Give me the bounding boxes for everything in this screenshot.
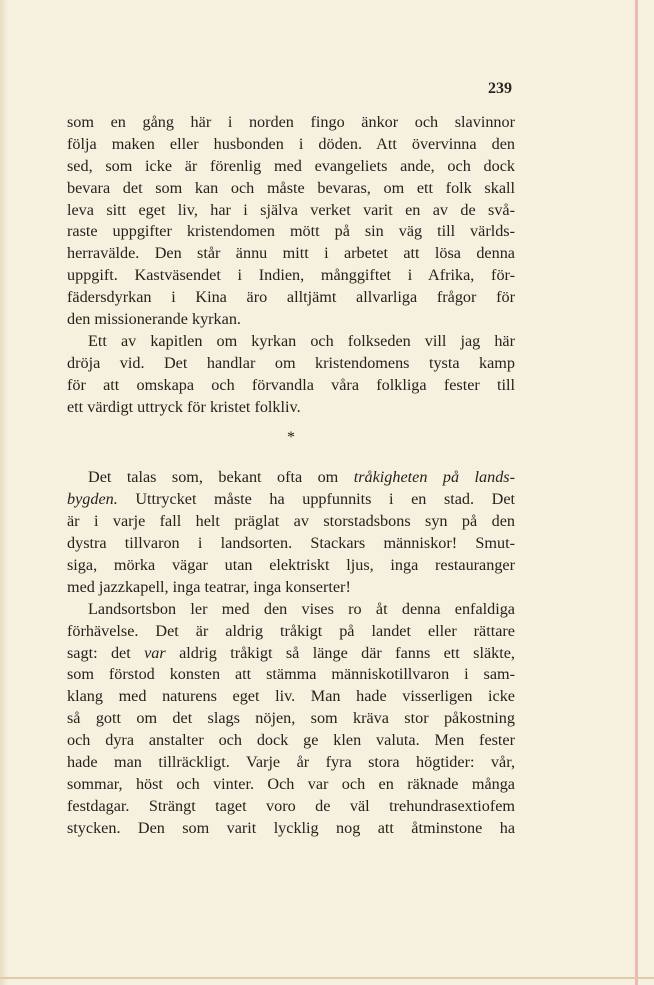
text-line: så gott om det slags nöjen, som kräva stor påkostning — [67, 709, 515, 728]
text-line: följa maken eller husbonden i döden. Att övervinna den — [67, 134, 515, 153]
text-line: herravälde. Den står ännu mitt i arbetet att lösa denna — [67, 244, 515, 263]
text-line: klang med naturens eget liv. Man hade visserligen icke — [67, 687, 515, 706]
text-line: raste uppgifter kristendomen mött på sin väg till världs- — [67, 222, 515, 241]
emphasis-text: var — [144, 643, 166, 662]
page-shadow-left — [0, 0, 8, 985]
text-line: den missionerande kyrkan. — [67, 310, 241, 329]
text-line: leva sitt eget liv, har i själva verket varit en av de svå- — [67, 200, 515, 219]
text-line: är i varje fall helt präglat av storstadsbons syn på den — [67, 512, 515, 531]
text-line: förhävelse. Det är aldrig tråkigt på landet eller rättare — [67, 621, 515, 640]
text-line: för att omskapa och förvandla våra folkliga fester till — [67, 375, 515, 394]
emphasis-text: bygden. — [67, 490, 118, 509]
section-separator: * — [287, 429, 295, 447]
paragraph-1 — [67, 112, 515, 331]
section-gap — [67, 458, 515, 467]
page-body — [67, 112, 515, 840]
text-line: sagt: det var aldrig tråkigt så länge där fanns ett släkte, — [67, 643, 515, 662]
page-number: 239 — [488, 80, 512, 97]
text-line: stycken. Den som varit lycklig nog att åtminstone ha — [67, 818, 515, 837]
text-line: hade man tillräckligt. Varje år fyra stora högtider: vår, — [67, 753, 515, 772]
text-line: som en gång här i norden fingo änkor och slavinnor — [67, 113, 515, 131]
text-line: som förstod konsten att stämma människotillvaron i sam- — [67, 665, 515, 684]
text-line: Landsortsbon ler med den vises ro åt denna enfaldiga — [88, 599, 515, 618]
emphasis-text: tråkigheten på lands- — [353, 468, 515, 487]
text-line: dystra tillvaron i landsorten. Stackars människor! Smut- — [67, 534, 515, 553]
text-line: ett värdigt uttryck för kristet folkliv. — [67, 397, 301, 416]
text-line: bygden. Uttrycket måste ha uppfunnits i en stad. Det — [67, 490, 515, 509]
page-edge-right — [635, 0, 638, 985]
text-line: med jazzkapell, inga teatrar, inga konserter! — [67, 577, 351, 596]
text-line: dröja vid. Det handlar om kristendomens tysta kamp — [67, 353, 515, 372]
text-line: Det talas som, bekant ofta om tråkigheten på lands- — [88, 468, 515, 487]
paragraph-3 — [67, 467, 515, 598]
text-line: Ett av kapitlen om kyrkan och folkseden vill jag här — [88, 331, 515, 350]
text-line: bevara det som kan och måste bevaras, om ett folk skall — [67, 178, 515, 197]
text-line: uppgift. Kastväsendet i Indien, månggiftet i Afrika, för- — [67, 266, 515, 285]
text-line: sommar, höst och vinter. Och var och en räknade många — [67, 774, 515, 793]
text-line: siga, mörka vägar utan elektriskt ljus, inga restauranger — [67, 556, 515, 575]
paragraph-2 — [67, 331, 515, 419]
page-edge-bottom — [0, 977, 654, 979]
text-line: sed, som icke är förenlig med evangeliets ande, och dock — [67, 156, 515, 175]
paragraph-4 — [67, 599, 515, 840]
text-line: och dyra anstalter och dock ge klen valuta. Men fester — [67, 731, 515, 750]
text-line: fädersdyrkan i Kina äro alltjämt allvarliga frågor för — [67, 288, 515, 307]
text-line: festdagar. Strängt taget voro de väl trehundrasextiofem — [67, 796, 515, 815]
